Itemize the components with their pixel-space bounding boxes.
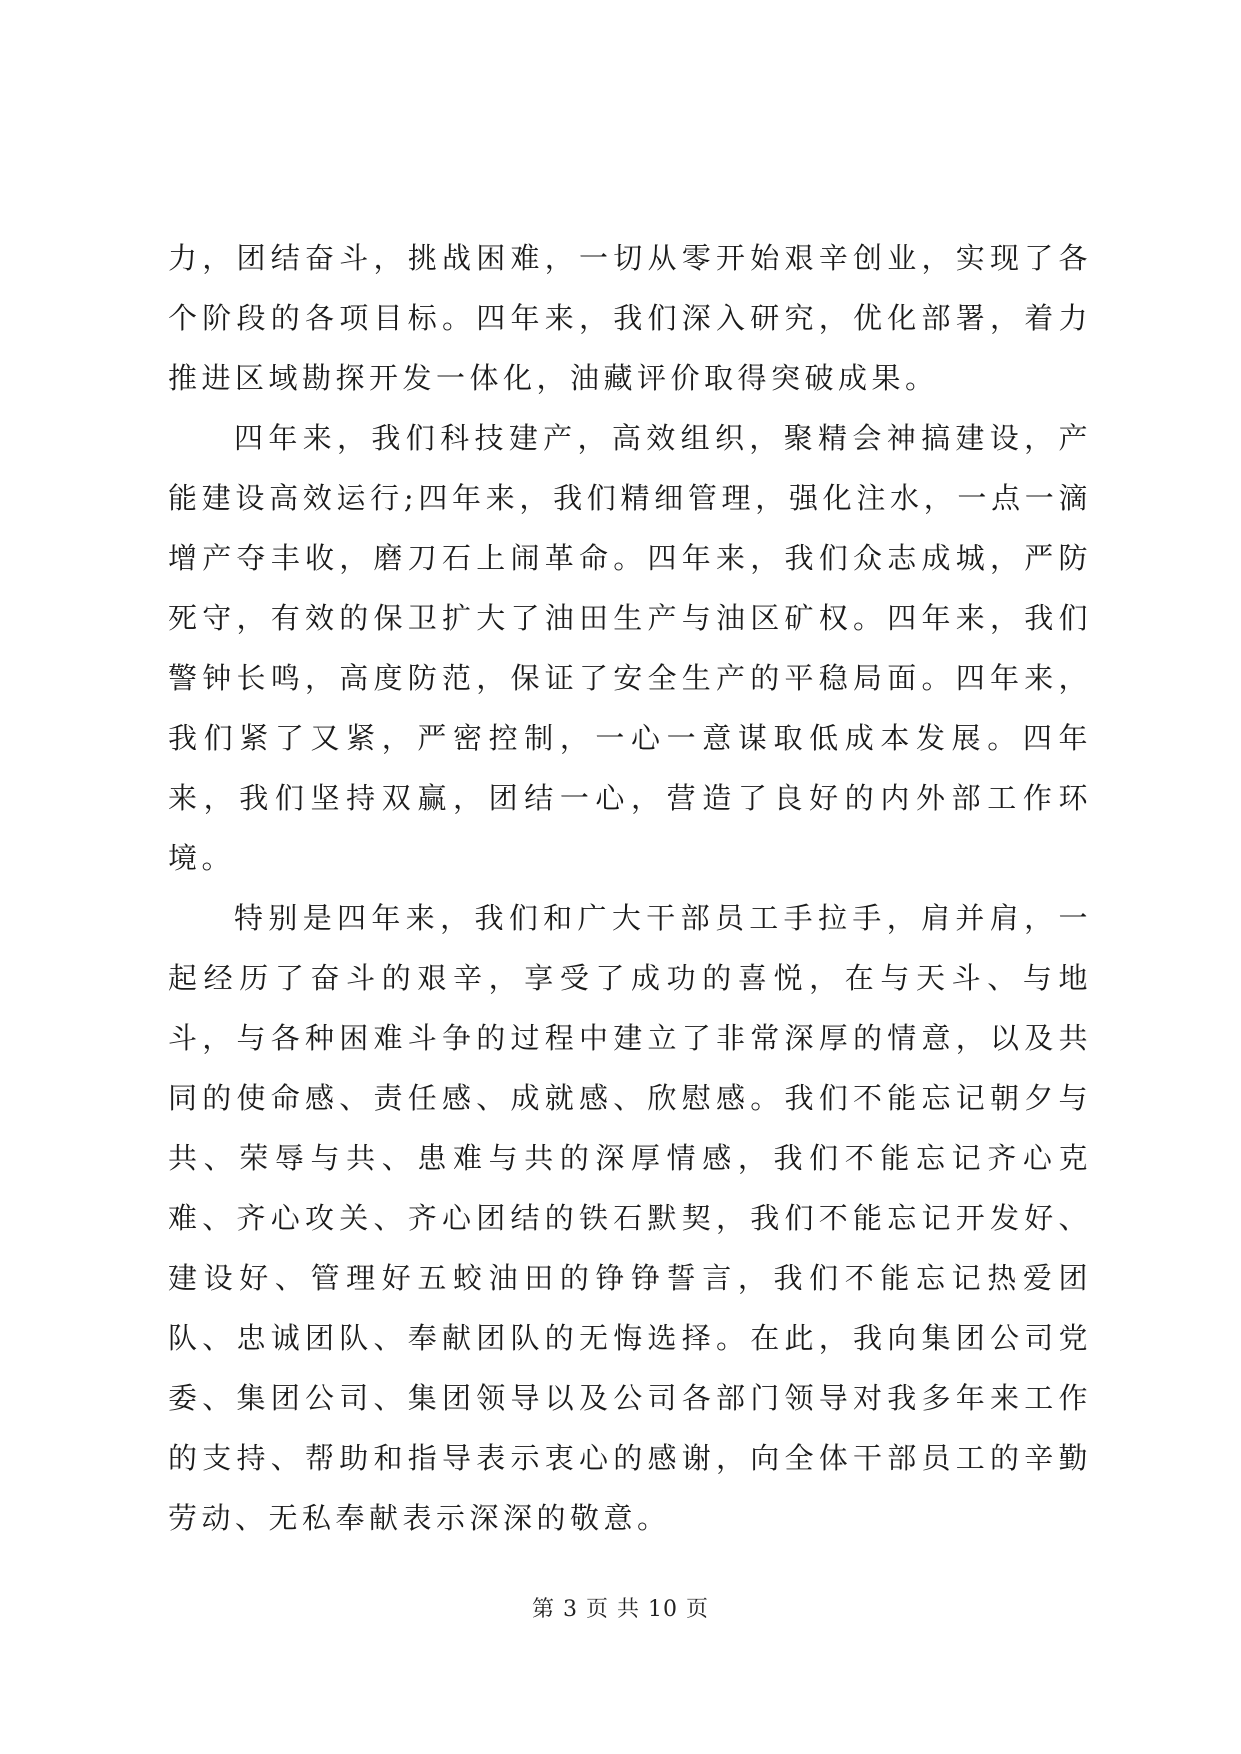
paragraph-especially: 特别是四年来，我们和广大干部员工手拉手，肩并肩，一起经历了奋斗的艰辛，享受了成功的喜悦，在与天斗、与地斗，与各种困难斗争的过程中建立了非常深厚的情意，以及共同的使命感、责任感、成就感、欣慰感。我们不能忘记朝夕与共、荣辱与共、患难与共的深厚情感，我们不能忘记齐心克难、齐心攻关、齐心团结的铁石默契，我们不能忘记开发好、建设好、管理好五蛟油田的铮铮誓言，我们不能忘记热爱团队、忠诚团队、奉献团队的无悔选择。在此，我向集团公司党委、集团公司、集团领导以及公司各部门领导对我多年来工作的支持、帮助和指导表示衷心的感谢，向全体干部员工的辛勤劳动、无私奉献表示深深的敬意。 (168, 901, 1092, 1535)
paragraph-continuation: 力，团结奋斗，挑战困难，一切从零开始艰辛创业，实现了各个阶段的各项目标。四年来，我们深入研究，优化部署，着力推进区域勘探开发一体化，油藏评价取得突破成果。 (168, 241, 1092, 395)
document-body (168, 228, 1092, 1548)
paragraph-four-years: 四年来，我们科技建产，高效组织，聚精会神搞建设，产能建设高效运行;四年来，我们精细管理，强化注水，一点一滴增产夺丰收，磨刀石上闹革命。四年来，我们众志成城，严防死守，有效的保卫扩大了油田生产与油区矿权。四年来，我们警钟长鸣，高度防范，保证了安全生产的平稳局面。四年来，我们紧了又紧，严密控制，一心一意谋取低成本发展。四年来，我们坚持双赢，团结一心，营造了良好的内外部工作环境。 (168, 421, 1092, 875)
page-number-footer: 第 3 页 共 10 页 (532, 1597, 709, 1622)
